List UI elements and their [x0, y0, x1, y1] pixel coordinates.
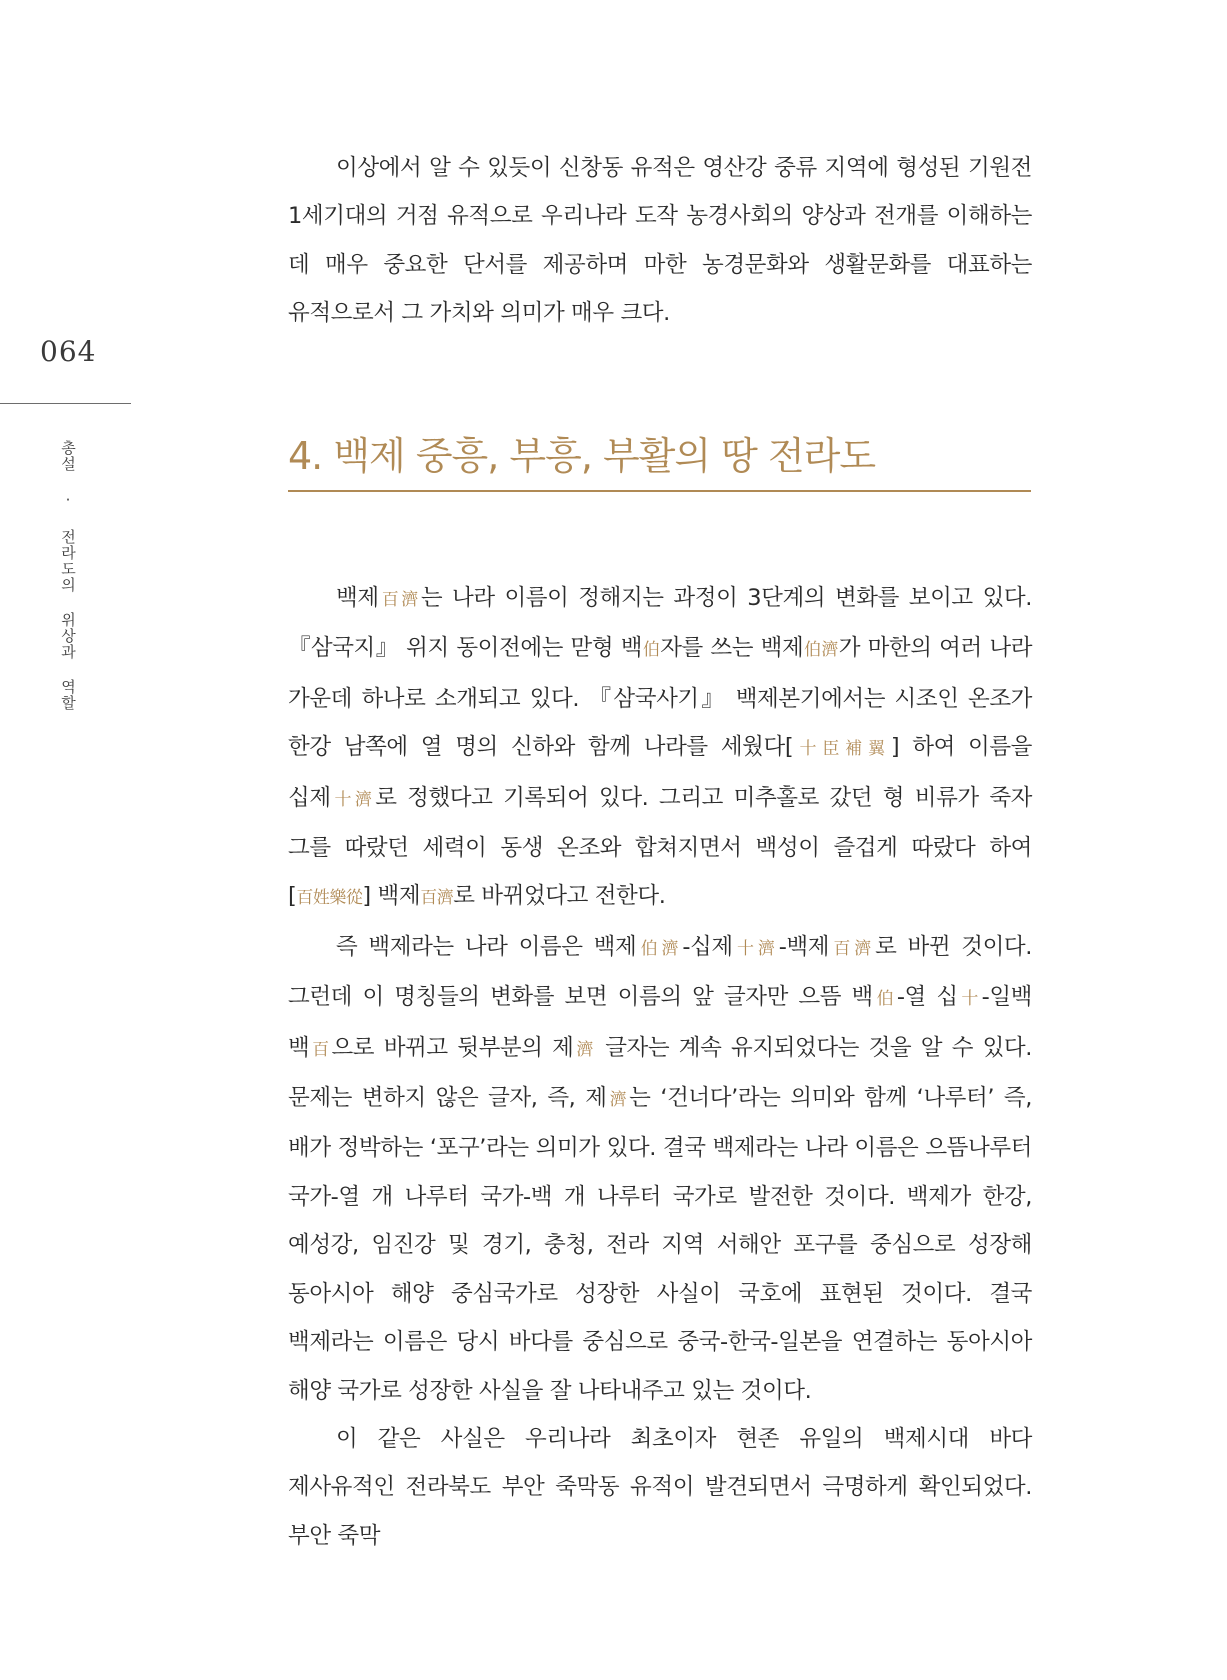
section-heading: 4. 백제 중흥, 부흥, 부활의 땅 전라도: [288, 434, 876, 478]
hanja-gloss: 伯: [872, 989, 897, 1010]
intro-section: [288, 144, 1032, 338]
hanja-gloss: 百姓樂從: [296, 888, 363, 909]
margin-divider: [0, 403, 131, 404]
hanja-gloss: 百: [309, 1039, 332, 1060]
hanja-gloss: 十臣補翼: [793, 739, 891, 760]
running-head: 총설 · 전라도의 위상과 역할: [59, 440, 77, 711]
hanja-gloss: 濟: [573, 1039, 596, 1060]
hanja-gloss: 百濟: [829, 938, 876, 959]
hanja-gloss: 伯濟: [803, 640, 839, 661]
paragraph: 즉 백제라는 나라 이름은 백제伯濟-십제十濟-백제百濟로 바뀐 것이다. 그런데 이 명칭들의 변화를 보면 이름의 앞 글자만 으뜸 백伯-열 십十-일백 백百으로 바뀌고 뒷부분의 제濟 글자는 계속 유지되었다는 것을 알 수 있다. 문제는 변하지 않은 글자, 즉, 제濟는 ‘건너다’라는 의미와 함께 ‘나루터’ 즉, 배가 정박하는 ‘포구’라는 의미가 있다. 결국 백제라는 나라 이름은 으뜸나루터 국가-열 개 나루터 국가-백 개 나루터 국가로 발전한 것이다. 백제가 한강, 예성강, 임진강 및 경기, 충청, 전라 지역 서해안 포구를 중심으로 성장해 동아시아 해양 중심국가로 성장한 사실이 국호에 표현된 것이다. 결국 백제라는 이름은 당시 바다를 중심으로 중국-한국-일본을 연결하는 동아시아 해양 국가로 성장한 사실을 잘 나타내주고 있는 것이다.: [288, 933, 1033, 1404]
hanja-gloss: 百濟: [378, 590, 421, 610]
hanja-gloss: 百濟: [420, 888, 454, 909]
paragraph: 이 같은 사실은 우리나라 최초이자 현존 유일의 백제시대 바다 제사유적인 전라북도 부안 죽막동 유적이 발견되면서 극명하게 확인되었다. 부안 죽막: [288, 1425, 1032, 1549]
paragraph: 이상에서 알 수 있듯이 신창동 유적은 영산강 중류 지역에 형성된 기원전 1세기대의 거점 유적으로 우리나라 도작 농경사회의 양상과 전개를 이해하는 데 매우 중요한 단서를 제공하며 마한 농경문화와 생활문화를 대표하는 유적으로서 그 가치와 의미가 매우 크다.: [288, 155, 1032, 327]
section-body: [288, 574, 1032, 1560]
hanja-gloss: 伯濟: [636, 938, 683, 959]
hanja-gloss: 十: [957, 989, 982, 1010]
hanja-gloss: 濟: [606, 1090, 630, 1111]
hanja-gloss: 十濟: [732, 938, 779, 959]
hanja-gloss: 伯: [642, 640, 661, 661]
heading-underline: [288, 490, 1031, 492]
paragraph: 백제百濟는 나라 이름이 정해지는 과정이 3단계의 변화를 보이고 있다. 『삼국지』 위지 동이전에는 맏형 백伯자를 쓰는 백제伯濟가 마한의 여러 나라 가운데 하나로 소개되고 있다. 『삼국사기』 백제본기에서는 시조인 온조가 한강 남쪽에 열 명의 신하와 함께 나라를 세웠다[十臣補翼] 하여 이름을 십제十濟로 정했다고 기록되어 있다. 그리고 미추홀로 갔던 형 비류가 죽자 그를 따랐던 세력이 동생 온조와 합쳐지면서 백성이 즐겁게 따랐다 하여[百姓樂從] 백제百濟로 바뀌었다고 전한다.: [288, 585, 1033, 910]
hanja-gloss: 十濟: [330, 789, 376, 810]
page-number: 064: [40, 335, 97, 368]
